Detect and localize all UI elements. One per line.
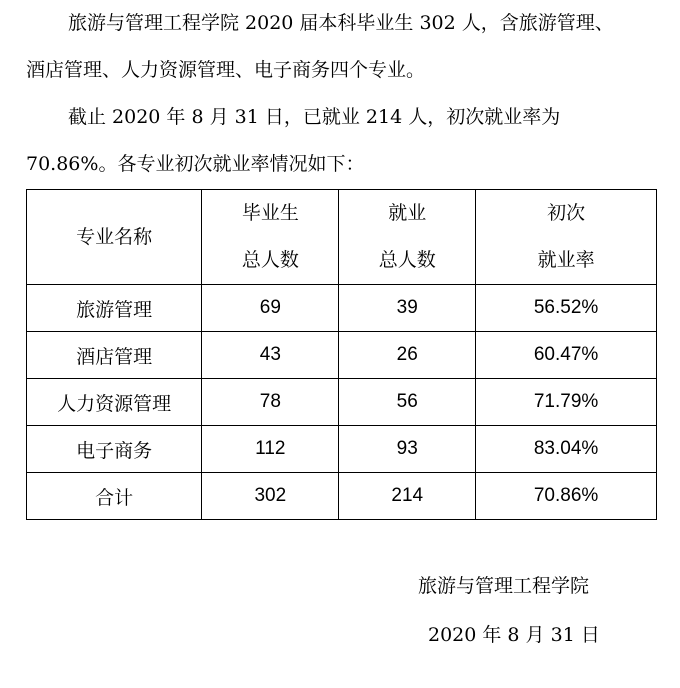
major-name: 人力资源管理 [27, 379, 202, 426]
header-rate-line-1: 初次 [547, 202, 586, 224]
header-employed-line-1: 就业 [388, 202, 427, 224]
header-rate [476, 190, 657, 285]
total-label: 合计 [27, 473, 202, 520]
table-row [27, 285, 657, 332]
employment-paragraph [26, 94, 656, 188]
employment-rate: 71.79% [476, 379, 657, 426]
employed-count: 26 [339, 332, 476, 379]
major-name: 酒店管理 [27, 332, 202, 379]
graduates-count: 43 [202, 332, 339, 379]
graduates-count: 78 [202, 379, 339, 426]
employed-count: 39 [339, 285, 476, 332]
header-employed [339, 190, 476, 285]
header-graduates-line-2: 总人数 [241, 249, 299, 271]
table-row [27, 426, 657, 473]
header-major-name: 专业名称 [27, 190, 202, 285]
header-graduates [202, 190, 339, 285]
header-rate-line-2: 就业率 [537, 249, 595, 271]
table-row [27, 379, 657, 426]
table-row [27, 332, 657, 379]
intro-paragraph [26, 0, 656, 94]
employed-count: 56 [339, 379, 476, 426]
employment-line-1: 截止 2020 年 8 月 31 日，已就业 214 人，初次就业率为 [68, 106, 561, 128]
employment-line-2: 70.86%。各专业初次就业率情况如下： [26, 153, 365, 175]
header-employed-line-2: 总人数 [378, 249, 436, 271]
employment-rate: 56.52% [476, 285, 657, 332]
employment-rate-table [26, 189, 657, 520]
total-rate: 70.86% [476, 473, 657, 520]
table-total-row [27, 473, 657, 520]
total-graduates: 302 [202, 473, 339, 520]
major-name: 旅游管理 [27, 285, 202, 332]
employed-count: 93 [339, 426, 476, 473]
graduates-count: 69 [202, 285, 339, 332]
signature-organization: 旅游与管理工程学院 [418, 575, 590, 597]
major-name: 电子商务 [27, 426, 202, 473]
signature-date: 2020 年 8 月 31 日 [428, 624, 600, 646]
header-graduates-line-1: 毕业生 [241, 202, 299, 224]
total-employed: 214 [339, 473, 476, 520]
table-header-row [27, 190, 657, 285]
employment-rate: 83.04% [476, 426, 657, 473]
employment-rate: 60.47% [476, 332, 657, 379]
intro-line-1: 旅游与管理工程学院 2020 届本科毕业生 302 人，含旅游管理、 [68, 12, 614, 34]
intro-line-2: 酒店管理、人力资源管理、电子商务四个专业。 [26, 59, 426, 81]
graduates-count: 112 [202, 426, 339, 473]
